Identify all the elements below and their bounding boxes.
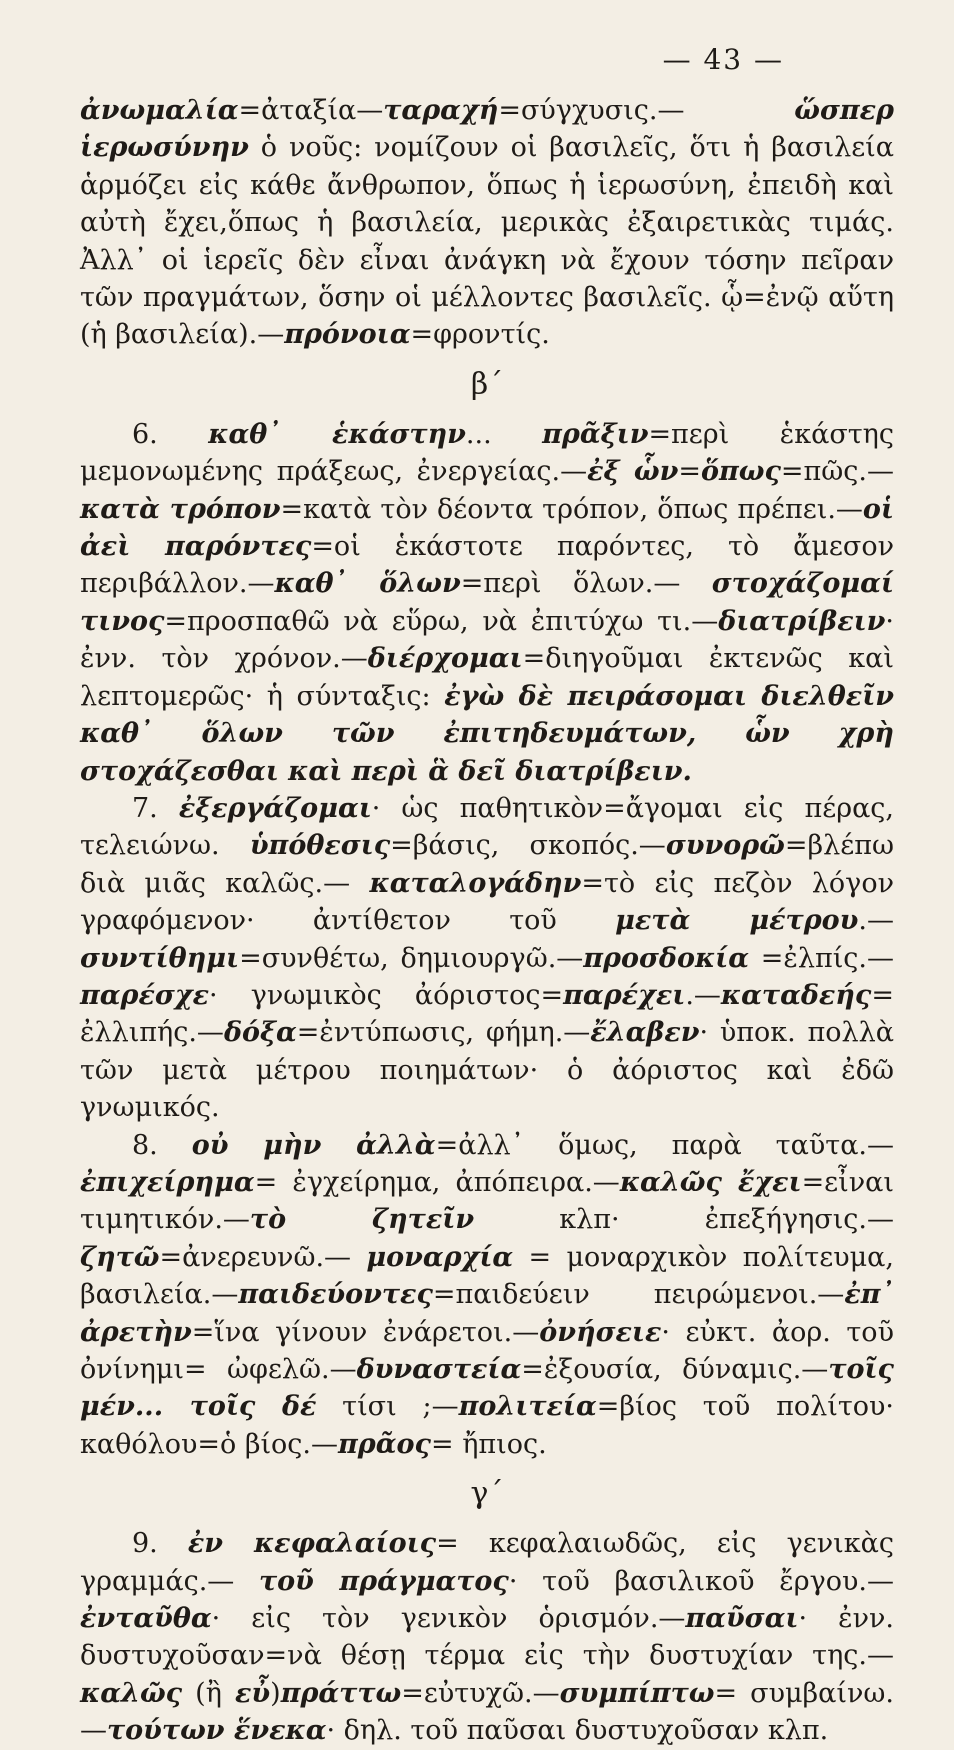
- gloss-text: = ἐγχείρημα, ἀπόπειρα.—: [254, 1166, 620, 1198]
- gloss-text: τίσι ;—: [316, 1391, 459, 1423]
- commentary-text: [80, 92, 894, 1750]
- gloss-text: =ἀταξία—: [238, 95, 384, 126]
- gloss-text: =συνθέτω, δημιουργῶ.—: [239, 942, 584, 974]
- lemma-term: ἔλαβεν: [590, 1017, 700, 1049]
- lemma-term: ἐπ᾽ ἀρετὴν: [80, 1279, 894, 1348]
- commentary-para-9: [80, 1525, 894, 1749]
- gloss-text: = συμβαίνω.—: [80, 1677, 894, 1747]
- gloss-text: · ἐνν. τὸν χρόνον.—: [80, 605, 894, 675]
- gloss-text: = ἐλλιπής.—: [80, 979, 894, 1049]
- gloss-text: =κατὰ τὸν δέοντα τρόπον, ὅπως πρέπει.—: [280, 493, 863, 525]
- lemma-term: καλῶς ἔχει: [619, 1166, 802, 1198]
- gloss-text: =εὐτυχῶ.—: [401, 1677, 560, 1709]
- lemma-term: πρόνοια: [284, 319, 411, 351]
- lemma-term: συμπίπτω: [559, 1677, 715, 1709]
- lemma-term: ἐνταῦθα: [80, 1603, 212, 1635]
- gloss-text: =: [678, 456, 701, 488]
- gloss-text: =παιδεύειν πειρώμενοι.—: [432, 1279, 845, 1311]
- gloss-text: ...: [465, 418, 543, 450]
- commentary-intro: [80, 92, 894, 354]
- lemma-term: καλῶς: [80, 1677, 183, 1709]
- gloss-text: = μοναρχικὸν πολίτευμα, βασιλεία.—: [80, 1241, 894, 1311]
- commentary-para-6: [80, 416, 894, 790]
- gloss-text: =εἶναι τιμητικόν.—: [80, 1166, 894, 1236]
- lemma-term: ἐγὼ δὲ πειράσομαι διελθεῖν καθ᾽ ὅλων τῶν ἐπιτηδευμάτων, ὧν χρὴ στοχάζεσθαι καὶ περὶ ἃ δεῖ διατρίβειν.: [80, 680, 894, 787]
- gloss-text: =ἵνα γίνουν ἐνάρετοι.—: [191, 1316, 540, 1348]
- lemma-term: τούτων ἕνεκα: [107, 1715, 327, 1747]
- lemma-term: συντίθημι: [80, 942, 240, 974]
- lemma-term: μοναρχία: [366, 1241, 514, 1273]
- gloss-text: =περὶ ἑκάστης μεμονωμένης πράξεως, ἐνεργείας.—: [80, 418, 894, 488]
- lemma-term: ἐπιχείρημα: [80, 1166, 255, 1198]
- gloss-text: =βάσις, σκοπός.—: [390, 830, 666, 862]
- lemma-term: πολιτεία: [458, 1391, 597, 1423]
- lemma-term: ἀνωμαλία: [80, 95, 239, 126]
- lemma-term: ὀνήσειε: [539, 1316, 662, 1348]
- lemma-term: διατρίβειν: [718, 605, 886, 637]
- lemma-term: ἐν κεφαλαίοις: [187, 1528, 437, 1560]
- lemma-term: ἐξεργάζομαι: [178, 792, 372, 824]
- lemma-term: τοῖς μέν... τοῖς δέ: [80, 1354, 894, 1423]
- gloss-text: · εὐκτ. ἀορ. τοῦ ὀνίνημι= ὠφελῶ.—: [80, 1316, 894, 1385]
- gloss-text: .—: [858, 905, 894, 937]
- lemma-term: οὐ μὴν ἀλλὰ: [191, 1129, 436, 1161]
- gloss-text: · ἐνν. δυστυχοῦσαν=νὰ θέσῃ τέρμα εἰς τὴν δυστυχίαν της.—: [80, 1603, 894, 1672]
- gloss-text: (ἢ: [182, 1677, 235, 1709]
- lemma-term: τὸ ζητεῖν: [249, 1204, 475, 1236]
- gloss-text: =περὶ ὅλων.—: [460, 568, 712, 600]
- gloss-text: =φροντίς.: [410, 319, 550, 351]
- lemma-term: μετὰ μέτρου: [615, 905, 859, 937]
- lemma-term: στοχάζομαί τινος: [80, 568, 894, 637]
- gloss-text: = κεφαλαιωδῶς, εἰς γενικὰς γραμμάς.—: [80, 1528, 894, 1597]
- lemma-term: ὑπόθεσις: [249, 830, 391, 862]
- gloss-text: 9.: [132, 1528, 188, 1560]
- gloss-text: ὁ νοῦς: νομίζουν οἱ βασιλεῖς, ὅτι ἡ βασιλεία ἁρμόζει εἰς κάθε ἄνθρωπον, ὅπως ἡ ἱερωσύνη, ἐπειδὴ καὶ αὐτὴ ἔχει,ὅπως ἡ βασιλεία, μερικὰς ἐξαιρετικὰς τιμάς. Ἀλλ᾽ οἱ ἱερεῖς δὲν εἶναι ἀνάγκη νὰ ἔχουν τόσην πεῖραν τῶν πραγμάτων, ὅσην οἱ μέλλοντες βασιλεῖς. ᾧ=ἐνῷ αὕτη (ἡ βασιλεία).—: [80, 132, 894, 351]
- lemma-term: συνορῶ: [665, 830, 785, 862]
- lemma-term: ταραχή: [383, 95, 499, 126]
- lemma-term: καταλογάδην: [369, 867, 582, 899]
- gloss-text: κλπ· ἐπεξήγησις.—: [474, 1204, 894, 1236]
- commentary-para-8: [80, 1127, 894, 1464]
- gloss-text: = ἤπιος.: [430, 1428, 547, 1460]
- lemma-term: ἐξ ὧν: [587, 456, 679, 488]
- gloss-text: ): [270, 1677, 281, 1709]
- gloss-text: · τοῦ βασιλικοῦ ἔργου.—: [508, 1565, 894, 1597]
- lemma-term: παῦσαι: [685, 1603, 799, 1635]
- gloss-text: · δηλ. τοῦ παῦσαι δυστυχοῦσαν κλπ.: [326, 1715, 829, 1747]
- lemma-term: πράττω: [280, 1677, 402, 1709]
- gloss-text: · εἰς τὸν γενικὸν ὁρισμόν.—: [211, 1603, 686, 1635]
- lemma-term: παρέχει: [563, 979, 686, 1011]
- lemma-term: οἱ ἀεὶ παρόντες: [80, 493, 894, 563]
- lemma-term: κατὰ τρόπον: [80, 493, 281, 525]
- gloss-text: =ἀνερευνῶ.—: [159, 1241, 367, 1273]
- lemma-term: καθ᾽ ὅλων: [274, 568, 461, 600]
- lemma-term: παιδεύοντες: [238, 1279, 433, 1311]
- gloss-text: =σύγχυσις.—: [498, 95, 795, 126]
- lemma-term: ὅπως: [700, 456, 781, 488]
- gloss-text: =βίος τοῦ πολίτου· καθόλου=ὁ βίος.—: [80, 1391, 895, 1460]
- gloss-text: · ὑποκ. πολλὰ τῶν μετὰ μέτρου ποιημάτων· ὁ ἀόριστος καὶ ἐδῶ γνωμικός.: [80, 1017, 894, 1124]
- lemma-term: καταδεής: [720, 979, 872, 1011]
- gloss-text: =προσπαθῶ νὰ εὕρω, νὰ ἐπιτύχω τι.—: [164, 605, 719, 637]
- gloss-text: =βλέπω διὰ μιᾶς καλῶς.—: [80, 830, 894, 899]
- gloss-text: 8.: [132, 1129, 192, 1161]
- gloss-text: =ἐξουσία, δύναμις.—: [521, 1354, 829, 1385]
- page-number: — 43 —: [662, 43, 784, 76]
- gloss-text: · γνωμικὸς ἀόριστος=: [209, 979, 564, 1011]
- lemma-term: ζητῶ: [80, 1241, 160, 1273]
- lemma-term: προσδοκία: [583, 942, 750, 974]
- gloss-text: =οἱ ἑκάστοτε παρόντες, τὸ ἄμεσον περιβάλλον.—: [80, 531, 894, 600]
- gloss-text: 6.: [132, 418, 209, 450]
- lemma-term: δυναστεία: [356, 1354, 522, 1385]
- commentary-para-7: [80, 790, 894, 1127]
- lemma-term: πρᾶος: [338, 1428, 431, 1460]
- lemma-term: δόξα: [223, 1017, 297, 1049]
- gloss-text: 7.: [132, 792, 179, 824]
- gloss-text: =διηγοῦμαι ἐκτενῶς καὶ λεπτομερῶς· ἡ σύνταξις:: [80, 643, 895, 712]
- gloss-text: =ἐλπίς.—: [749, 942, 894, 974]
- lemma-term: διέρχομαι: [367, 643, 523, 675]
- gloss-text: =ἀλλ᾽ ὅμως, παρὰ ταῦτα.—: [435, 1129, 895, 1161]
- gloss-text: .—: [685, 979, 721, 1011]
- section-heading: γ΄: [470, 1476, 504, 1512]
- lemma-term: ὥσπερ ἱερωσύνην: [80, 95, 894, 164]
- lemma-term: τοῦ πράγματος: [258, 1565, 509, 1597]
- gloss-text: =ἐντύπωσις, φήμη.—: [296, 1017, 591, 1049]
- lemma-term: παρέσχε: [80, 979, 209, 1011]
- section-heading: β΄: [470, 366, 504, 402]
- gloss-text: =πῶς.—: [780, 456, 894, 488]
- lemma-term: εὖ: [234, 1677, 271, 1709]
- gloss-text: · ὡς παθητικὸν=ἄγομαι εἰς πέρας, τελειώνω.: [80, 792, 895, 862]
- lemma-term: πρᾶξιν: [542, 418, 649, 450]
- gloss-text: =τὸ εἰς πεζὸν λόγον γραφόμενον· ἀντίθετον τοῦ: [80, 867, 894, 937]
- lemma-term: καθ᾽ ἑκάστην: [208, 418, 466, 450]
